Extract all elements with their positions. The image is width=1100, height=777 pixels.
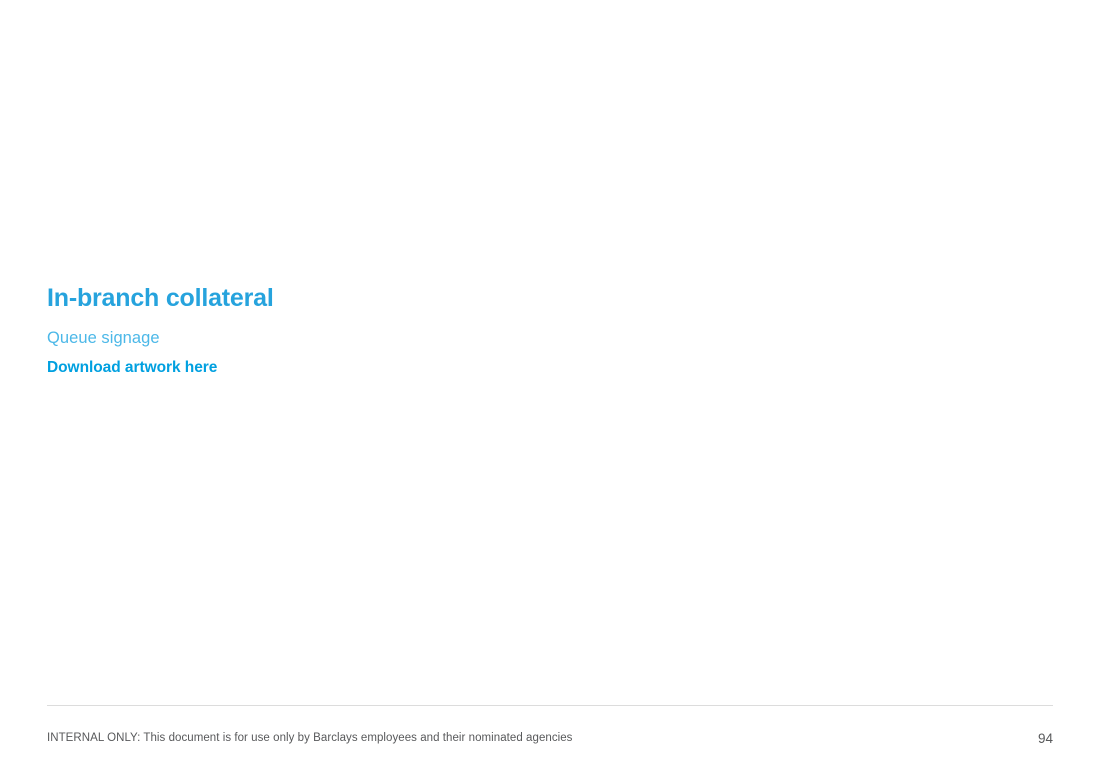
footer-divider xyxy=(47,705,1053,706)
page-footer xyxy=(0,705,1100,777)
section-subtitle: Queue signage xyxy=(47,329,160,347)
page-number: 94 xyxy=(1037,731,1053,746)
footer-confidentiality-note: INTERNAL ONLY: This document is for use only by Barclays employees and their nominated agencies xyxy=(47,732,573,744)
content-block xyxy=(47,283,747,378)
page-title: In-branch collateral xyxy=(47,284,274,312)
download-artwork-link[interactable]: Download artwork here xyxy=(47,359,218,376)
